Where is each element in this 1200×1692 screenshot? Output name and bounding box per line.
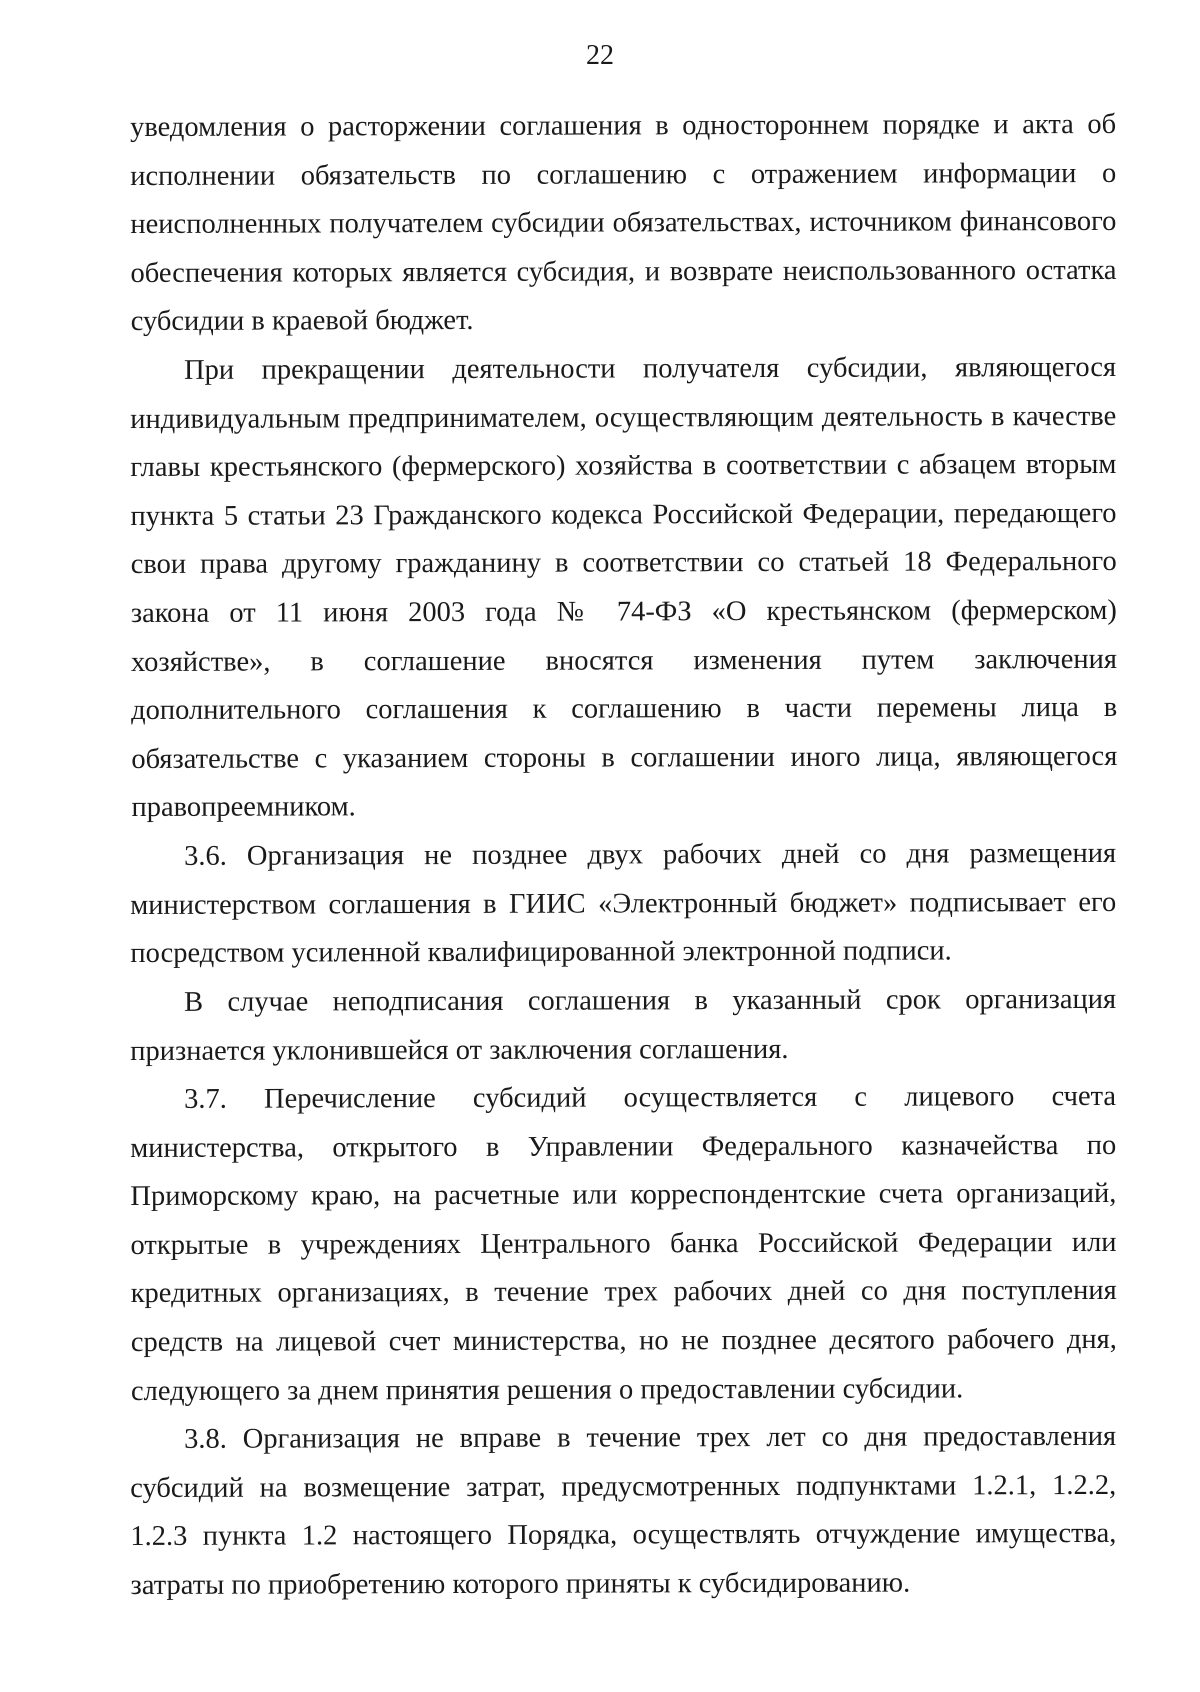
paragraph-continuation: уведомления о расторжении соглашения в одностороннем порядке и акта об исполнении обязательств по соглашению с отражением информации о неисполненных получателем субсидии обязательствах, источником финансового обеспечения которых является субсидия, и возврате неиспользованного остатка субсидии в краевой бюджет.: [130, 108, 1117, 338]
document-body: [130, 104, 1116, 1610]
paragraph-3-8: 3.8. Организация не вправе в течение трех лет со дня предоставления субсидий на возмещение затрат, предусмотренных подпунктами 1.2.1, 1.2.2, 1.2.3 пункта 1.2 настоящего Порядка, осуществлять отчуждение имущества, затраты по приобретению которого приняты к субсидированию.: [130, 1420, 1117, 1601]
page-number: 22: [586, 40, 614, 71]
paragraph-termination-of-activity: При прекращении деятельности получателя субсидии, являющегося индивидуальным предпринимателем, осуществляющим деятельность в качестве главы крестьянского (фермерского) хозяйства в соответствии с абзацем вторым пункта 5 статьи 23 Гражданского кодекса Российской Федерации, передающего свои права другому гражданину в соответствии со статьей 18 Федерального закона от 11 июня 2003 года № 74-ФЗ «О крестьянском (фермерском) хозяйстве», в соглашение вносятся изменения путем заключения дополнительного соглашения к соглашению в части перемены лица в обязательстве с указанием стороны в соглашении иного лица, являющегося правопреемником.: [130, 351, 1118, 824]
paragraph-3-7: 3.7. Перечисление субсидий осуществляется с лицевого счета министерства, открытого в Управлении Федерального казначейства по Приморскому краю, на расчетные или корреспондентские счета организаций, открытые в учреждениях Центрального банка Российской Федерации или кредитных организациях, в течение трех рабочих дней со дня поступления средств на лицевой счет министерства, но не позднее десятого рабочего дня, следующего за днем принятия решения о предоставлении субсидии.: [130, 1080, 1117, 1407]
paragraph-non-signing: В случае неподписания соглашения в указанный срок организация признается уклонившейся от заключения соглашения.: [130, 983, 1117, 1067]
paragraph-3-6: 3.6. Организация не позднее двух рабочих дней со дня размещения министерством соглашения в ГИИС «Электронный бюджет» подписывает его посредством усиленной квалифицированной электронной подписи.: [130, 837, 1117, 970]
